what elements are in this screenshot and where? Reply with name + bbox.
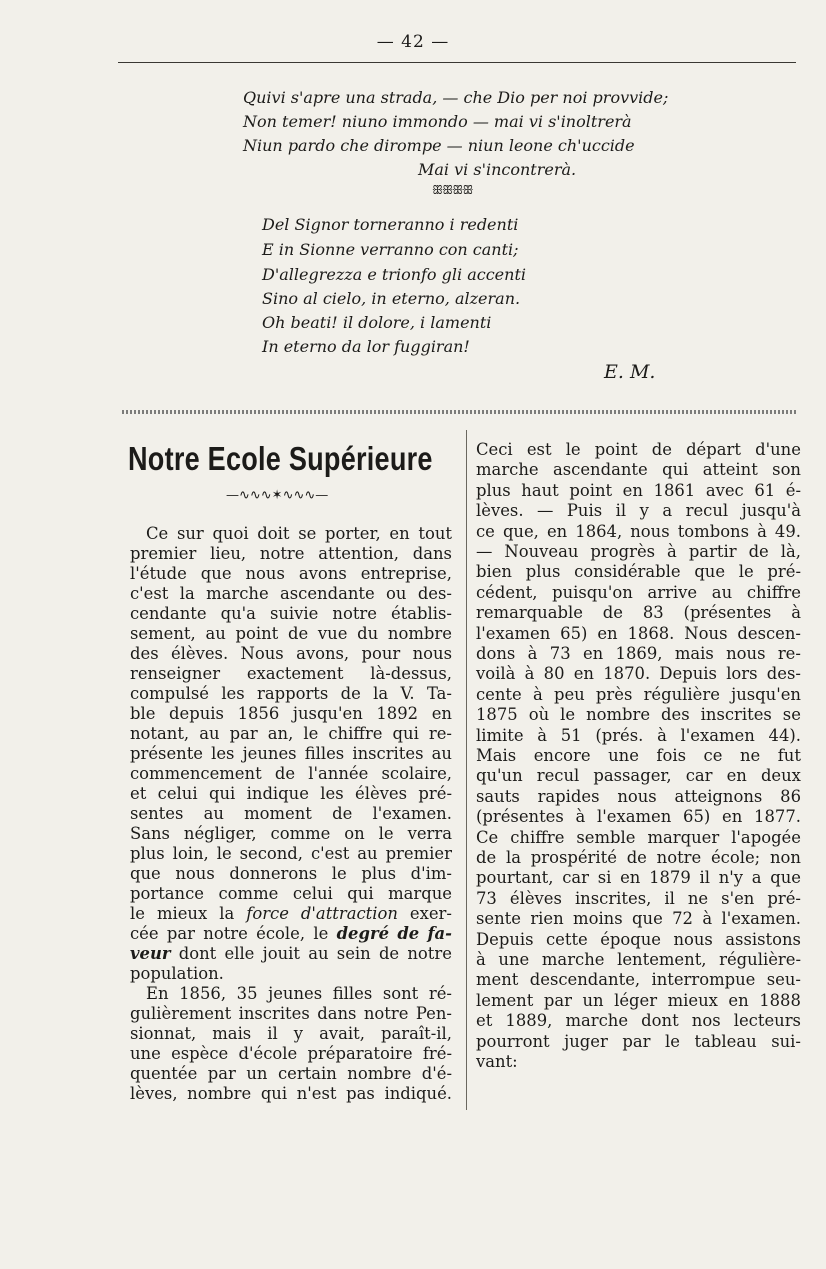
poem-line: Non temer! niuno immondo — mai vi s'inoltrerà [243,112,632,131]
text-line: présente les jeunes filles inscrites au [130,744,452,763]
text-line: 73 élèves inscrites, il ne s'en pré- [476,888,801,908]
title-ornament: —∿∿∿✶∿∿∿— [226,488,329,503]
text-line: limite à 51 (prés. à l'examen 44). [476,725,801,745]
text-line: renseigner exactement là-dessus, [130,664,452,683]
text-line: des élèves. Nous avons, pour nous [130,644,452,663]
text-line: cendante qu'a suivie notre établis- [130,604,452,623]
text-line: c'est la marche ascendante ou des- [130,584,452,603]
text-line: marche ascendante qui atteint son [476,460,801,480]
text-line: et celui qui indique les élèves pré- [130,784,452,803]
text-line: l'étude que nous avons entreprise, [130,564,452,583]
text-line: portance comme celui qui marque [130,884,452,903]
text-line: sauts rapides nous atteignons 86 [476,786,801,806]
text-line: population. [130,964,224,983]
text-line: bien plus considérable que le pré- [476,562,801,582]
text-line: plus loin, le second, c'est au premier [130,844,452,863]
column-divider [466,430,467,1110]
poem-line: Del Signor torneranno i redenti [262,215,519,234]
text-line: (présentes à l'examen 65) en 1877. [476,807,801,827]
text-line: vant: [476,1052,518,1071]
text-line: 1875 où le nombre des inscrites se [476,705,801,725]
poem-line: D'allegrezza e trionfo gli accenti [262,265,526,284]
poem-ornament: ꕥꕥꕥꕥ [432,183,473,197]
text-line: de la prospérité de notre école; non [476,848,801,867]
text-line: — Nouveau progrès à partir de là, [476,542,801,561]
text-line: lement par un léger mieux en 1888 [476,990,801,1010]
poem-line: Mai vi s'incontrerà. [418,160,577,179]
text-line: l'examen 65) en 1868. Nous descen- [476,623,801,643]
text-line: qu'un recul passager, car en deux [476,766,801,786]
text-line: que nous donnerons le plus d'im- [130,864,452,883]
text-line: le mieux la force d'attraction exer- [130,904,452,923]
text-line: Sans négliger, comme on le verra [130,824,452,843]
poem-line: Sino al cielo, in eterno, alzeran. [262,289,521,308]
text-line: Ce chiffre semble marquer l'apogée [476,827,801,847]
text-line: sement, au point de vue du nombre [130,624,452,643]
text-line: et 1889, marche dont nos lecteurs [476,1011,801,1031]
poem-line: Oh beati! il dolore, i lamenti [262,313,492,332]
text-line: lèves. — Puis il y a recul jusqu'à [476,501,801,521]
text-line: lèves, nombre qui n'est pas indiqué. [130,1084,452,1103]
text-line: plus haut point en 1861 avec 61 é- [476,480,801,500]
text-line: ce que, en 1864, nous tombons à 49. [476,521,801,541]
poem-signature: E. M. [604,361,656,383]
text-line: Ceci est le point de départ d'une [476,440,801,459]
text-line: sente rien moins que 72 à l'examen. [476,909,801,929]
text-line: cée par notre école, le degré de fa- [130,924,452,943]
poem-line: Quivi s'apre una strada, — che Dio per noi provvide; [243,88,669,107]
text-line: Mais encore une fois ce ne fut [476,746,801,765]
text-line: veur dont elle jouit au sein de notre [130,944,452,963]
header-rule [118,62,796,63]
text-line: Depuis cette époque nous assistons [476,929,801,949]
text-line: remarquable de 83 (présentes à [476,603,801,623]
text-line: premier lieu, notre attention, dans [130,544,452,563]
page-number: — 42 — [376,32,450,52]
text-line: notant, au par an, le chiffre qui re- [130,724,452,743]
text-line: quentée par un certain nombre d'é- [130,1064,452,1083]
text-line: Ce sur quoi doit se porter, en tout [146,524,452,543]
text-line: En 1856, 35 jeunes filles sont ré- [146,984,452,1003]
poem-line: Niun pardo che dirompe — niun leone ch'uccide [243,136,635,155]
text-line: commencement de l'année scolaire, [130,764,452,783]
text-line: cédent, puisqu'on arrive au chiffre [476,582,801,602]
text-line: à une marche lentement, régulière- [476,950,801,969]
poem-line: E in Sionne verranno con canti; [262,240,519,259]
text-line: ble depuis 1856 jusqu'en 1892 en [130,704,452,723]
text-line: cente à peu près régulière jusqu'en [476,684,801,704]
text-line: compulsé les rapports de la V. Ta- [130,684,452,703]
section-divider [122,410,798,414]
text-line: gulièrement inscrites dans notre Pen- [130,1004,452,1023]
poem-line: In eterno da lor fuggiran! [262,337,470,356]
text-line: sionnat, mais il y avait, paraît-il, [130,1024,452,1043]
text-line: pourront juger par le tableau sui- [476,1031,801,1051]
text-line: sentes au moment de l'examen. [130,804,452,823]
text-line: voilà à 80 en 1870. Depuis lors des- [476,664,801,684]
text-line: pourtant, car si en 1879 il n'y a que [476,868,801,888]
text-line: une espèce d'école préparatoire fré- [130,1044,452,1063]
text-line: ment descendante, interrompue seu- [476,970,801,990]
article-title: Notre Ecole Supérieure [128,440,433,477]
text-line: dons à 73 en 1869, mais nous re- [476,644,801,663]
